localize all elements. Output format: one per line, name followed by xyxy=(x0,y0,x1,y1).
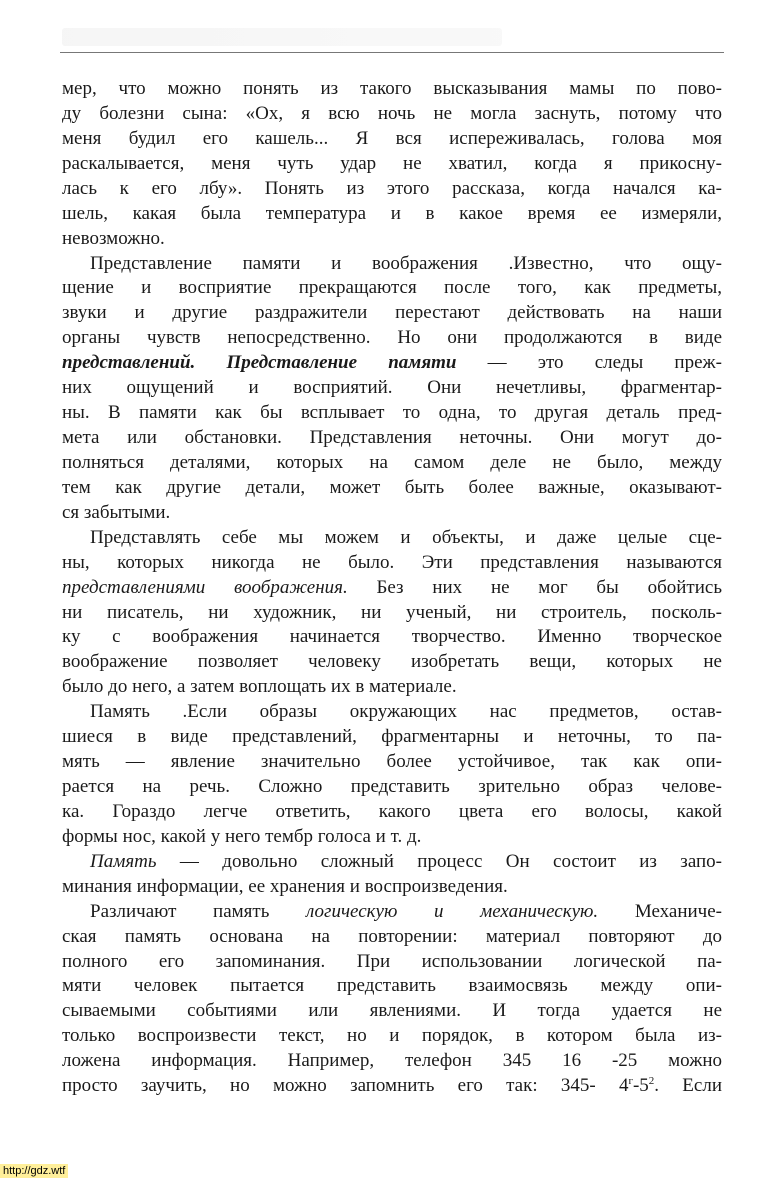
text-span: Представлять себе мы можем и объекты, и даже целые сце- xyxy=(90,526,722,548)
text-span: Механиче- xyxy=(598,900,722,922)
text-span: ны, которых никогда не было. Эти представления называются xyxy=(62,551,722,573)
text-line xyxy=(62,475,722,500)
text-span: ку с воображения начинается творчество. Именно творческое xyxy=(62,626,722,648)
text-line xyxy=(62,674,722,699)
text-line xyxy=(62,749,722,774)
text-span: ка. Гораздо легче ответить, какого цвета его волосы, какой xyxy=(62,800,722,822)
text-line xyxy=(62,350,722,375)
text-span: них ощущений и восприятий. Они нечетливы, фрагментар- xyxy=(62,377,722,399)
text-span: Различают память xyxy=(90,900,307,922)
text-span: мять — явление значительно более устойчивое, так как опи- xyxy=(62,751,722,773)
text-span: Без них не мог бы обойтись xyxy=(347,576,722,598)
text-line xyxy=(62,201,722,226)
text-line xyxy=(62,226,722,251)
text-span: звуки и другие раздражители перестают действовать на наши xyxy=(62,302,722,324)
text-span: представлениями воображения. xyxy=(62,576,348,598)
text-span: минания информации, ее хранения и воспроизведения. xyxy=(62,875,508,897)
text-line xyxy=(62,924,722,949)
text-line xyxy=(62,774,722,799)
text-span: 2 xyxy=(648,1075,655,1088)
text-span: полного его запоминания. При использовании логической па- xyxy=(62,950,722,972)
watermark-link[interactable]: http://gdz.wtf xyxy=(0,1164,68,1178)
text-span: мяти человек пытается представить взаимосвязь между опи- xyxy=(62,975,722,997)
text-span: полняться деталями, которых на самом деле не было, между xyxy=(62,451,722,473)
text-line xyxy=(62,824,722,849)
text-line xyxy=(62,1048,722,1073)
text-span: формы нос, какой у него тембр голоса и т. д. xyxy=(62,825,422,847)
text-line xyxy=(90,525,722,550)
text-line xyxy=(62,998,722,1023)
text-span: шель, какая была температура и в какое время ее измеряли, xyxy=(62,202,722,224)
text-line xyxy=(62,126,722,151)
header-rule xyxy=(60,52,724,53)
text-span: представлений. Представление памяти xyxy=(62,352,457,374)
text-span: Представление памяти и воображения .Известно, что ощу- xyxy=(90,252,722,274)
text-span: Память .Если образы окружающих нас предметов, остав- xyxy=(90,701,722,723)
text-span: только воспроизвести текст, но и порядок, в котором была из- xyxy=(62,1025,722,1047)
text-line xyxy=(62,275,722,300)
text-line xyxy=(62,76,722,101)
text-span: тем как другие детали, может быть более важные, оказывают- xyxy=(62,476,722,498)
text-span: лась к его лбу». Понять из этого рассказа, когда начался ка- xyxy=(62,177,722,199)
text-span: мер, что можно понять из такого высказывания мамы по пово- xyxy=(62,78,722,99)
text-line xyxy=(62,500,722,525)
text-span: шиеся в виде представлений, фрагментарны и неточны, то па- xyxy=(62,726,722,748)
text-span: воображение позволяет человеку изобретать вещи, которых не xyxy=(62,651,722,673)
text-span: ская память основана на повторении: материал повторяют до xyxy=(62,925,722,947)
text-line xyxy=(62,425,722,450)
text-span: г xyxy=(628,1075,633,1088)
running-header xyxy=(62,28,502,46)
text-line xyxy=(62,375,722,400)
text-line xyxy=(62,1023,722,1048)
text-line xyxy=(62,724,722,749)
text-span: щение и восприятие прекращаются после того, как предметы, xyxy=(62,277,722,299)
text-span: рается на речь. Сложно представить зрительно образ челове- xyxy=(62,776,722,798)
text-span: ны. В памяти как бы всплывает то одна, то другая деталь пред- xyxy=(62,402,722,424)
text-line xyxy=(62,176,722,201)
text-line xyxy=(62,799,722,824)
text-line xyxy=(62,550,722,575)
text-line xyxy=(62,300,722,325)
text-span: меня будил его кашель... Я вся испереживалась, голова моя xyxy=(62,127,722,149)
text-line xyxy=(62,1073,722,1098)
text-line xyxy=(90,251,722,276)
text-span: органы чувств непосредственно. Но они продолжаются в виде xyxy=(62,327,722,349)
text-line xyxy=(62,874,722,899)
text-line xyxy=(62,151,722,176)
text-span: ду болезни сына: «Ох, я всю ночь не могла заснуть, потому что xyxy=(62,102,722,124)
text-line xyxy=(62,450,722,475)
text-line xyxy=(90,899,722,924)
text-span: раскалывается, меня чуть удар не хватил, когда я прикосну- xyxy=(62,152,722,174)
text-span: просто заучить, но можно запомнить его так: 345- 4 xyxy=(62,1075,629,1097)
text-line xyxy=(62,649,722,674)
text-span: невозможно. xyxy=(62,227,165,249)
text-line xyxy=(62,400,722,425)
text-span: мета или обстановки. Представления неточны. Они могут до- xyxy=(62,427,722,449)
text-span: Память xyxy=(90,850,157,872)
text-line xyxy=(62,624,722,649)
text-line xyxy=(62,325,722,350)
text-span: логическую и механическую. xyxy=(306,900,599,922)
text-line xyxy=(62,575,722,600)
text-line xyxy=(62,949,722,974)
text-span: ся забытыми. xyxy=(62,501,171,523)
text-span: — довольно сложный процесс Он состоит из запо- xyxy=(156,850,722,872)
text-span: . Если xyxy=(654,1075,722,1097)
text-line xyxy=(62,101,722,126)
text-line xyxy=(90,699,722,724)
text-span: сываемыми событиями или явлениями. И тогда удается не xyxy=(62,1000,722,1022)
text-line xyxy=(90,849,722,874)
text-span: — это следы преж- xyxy=(456,352,722,374)
text-line xyxy=(62,973,722,998)
text-span: ни писатель, ни художник, ни ученый, ни строитель, посколь- xyxy=(62,601,722,623)
text-span: ложена информация. Например, телефон 345 16 -25 можно xyxy=(62,1050,722,1072)
text-span: -5 xyxy=(632,1075,649,1097)
text-line xyxy=(62,600,722,625)
text-span: было до него, а затем воплощать их в материале. xyxy=(62,676,457,698)
